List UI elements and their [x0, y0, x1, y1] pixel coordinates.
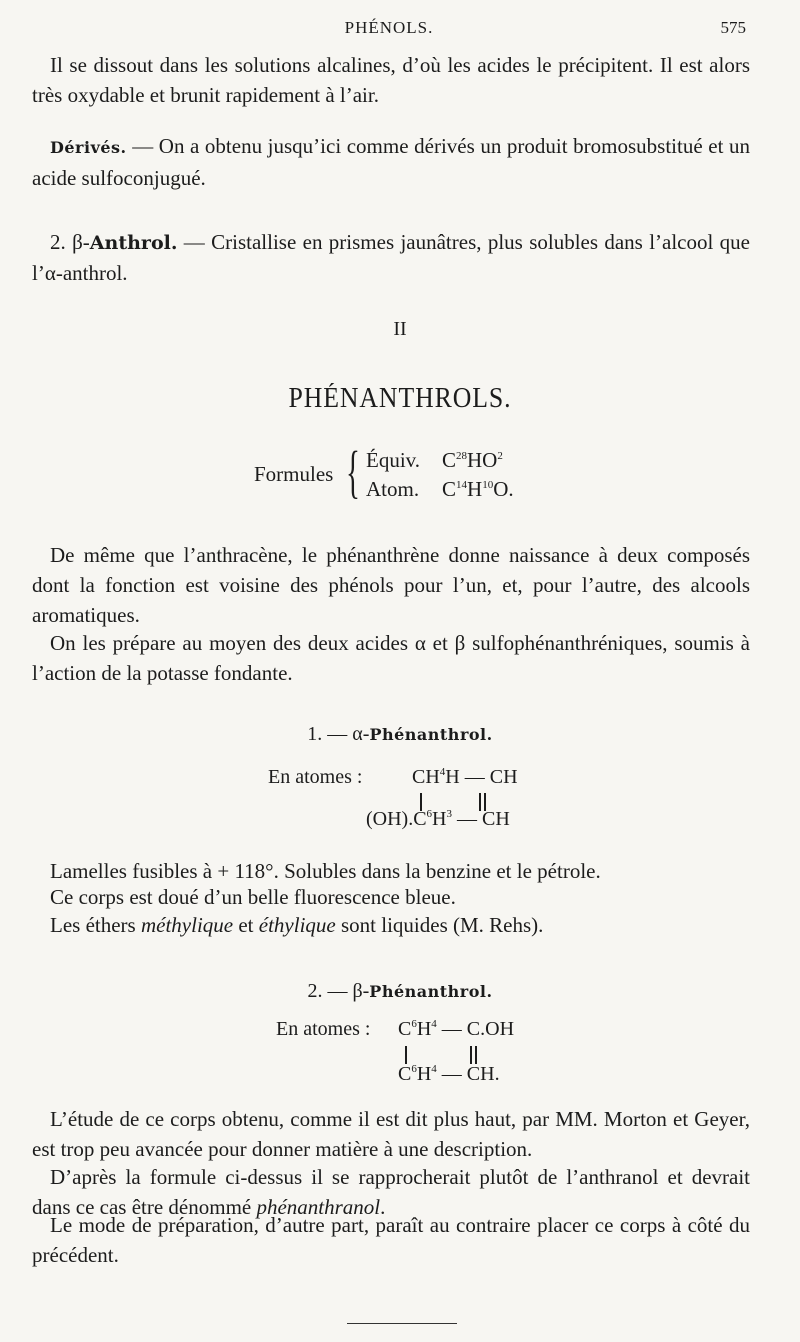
paragraph-dissolution: Il se dissout dans les solutions alcalines, d’où les acides le précipitent. Il est alors très oxydable et brunit rapidement à l’air. [32, 53, 750, 107]
anthrol-number: 2. β- [50, 230, 90, 254]
anthrol-text: — Cristallise en prismes jaunâtres, plus solubles dans l’alcool que l’α-anthrol. [32, 230, 750, 285]
section-title: PHÉNANTHROLS. [288, 383, 512, 414]
paragraph-derives [32, 131, 750, 193]
alpha-fluorescence: Ce corps est doué d’un belle fluorescence bleue. [50, 885, 456, 909]
beta-formula-bottom: $C^6H^4$ — CH. [398, 1063, 500, 1085]
beta-study: L’étude de ce corps obtenu, comme il est dit plus haut, par MM. Morton et Geyer, est trop peu avancée pour donner matière à une description. [32, 1107, 750, 1161]
alpha-properties: Lamelles fusibles à + 118°. Solubles dans la benzine et le pétrole. [50, 859, 601, 883]
beta-heading: 2. — β-Phénanthrol. [307, 980, 493, 1002]
alpha-atom-label: En atomes : [268, 766, 363, 788]
equiv-formula: $C^{28}HO^2$ [442, 448, 503, 472]
derives-text: — On a obtenu jusqu’ici comme dérivés un produit bromosubstitué et un acide sulfoconjugué. [32, 134, 750, 190]
alpha-heading: 1. — α-Phénanthrol. [307, 723, 493, 745]
page-number: 575 [720, 18, 746, 37]
section-number: II [393, 318, 407, 340]
page-header [32, 18, 746, 42]
alpha-formula-top: $CH^4H$ — CH [412, 766, 518, 788]
brace-glyph: { [345, 439, 360, 504]
anthrol-name: Anthrol. [89, 232, 178, 254]
alpha-formula-bottom: $(OH).C^6H^3$ — CH [366, 808, 510, 830]
beta-single-bond [405, 1046, 407, 1064]
alpha-ethers: Les éthers méthylique et éthylique sont liquides (M. Rehs). [50, 913, 544, 937]
derives-label: Dérivés. [50, 138, 127, 157]
formula-block [254, 439, 574, 506]
paragraph-preparation: On les prépare au moyen des deux acides α et β sulfophénanthréniques, soumis à l’action de la potasse fondante. [32, 631, 750, 685]
paragraph-beta-anthrol [32, 227, 750, 288]
formulas-label: Formules [254, 462, 334, 486]
beta-preparation: Le mode de préparation, d’autre part, paraît au contraire placer ce corps à côté du précédent. [32, 1213, 750, 1267]
equiv-label: Équiv. [366, 448, 421, 472]
beta-atom-label: En atomes : [276, 1018, 371, 1040]
beta-double-bond-right [475, 1046, 477, 1064]
footer-rule [347, 1323, 457, 1324]
beta-double-bond-left [470, 1046, 472, 1064]
atom-formula: $C^{14}H^{10}O$. [442, 477, 514, 501]
beta-formula-note: D’après la formule ci-dessus il se rapprocherait plutôt de l’anthranol et devrait dans ce cas être dénommé phénanthranol. [32, 1165, 750, 1219]
atom-label: Atom. [366, 477, 420, 501]
beta-formula-top: $C^6H^4$ — C.OH [398, 1018, 515, 1040]
paragraph-de-meme: De même que l’anthracène, le phénanthrène donne naissance à deux composés dont la fonction est voisine des phénols pour l’un, et, pour l’autre, des alcools aromatiques. [32, 543, 750, 627]
running-head: PHÉNOLS. [344, 18, 434, 37]
